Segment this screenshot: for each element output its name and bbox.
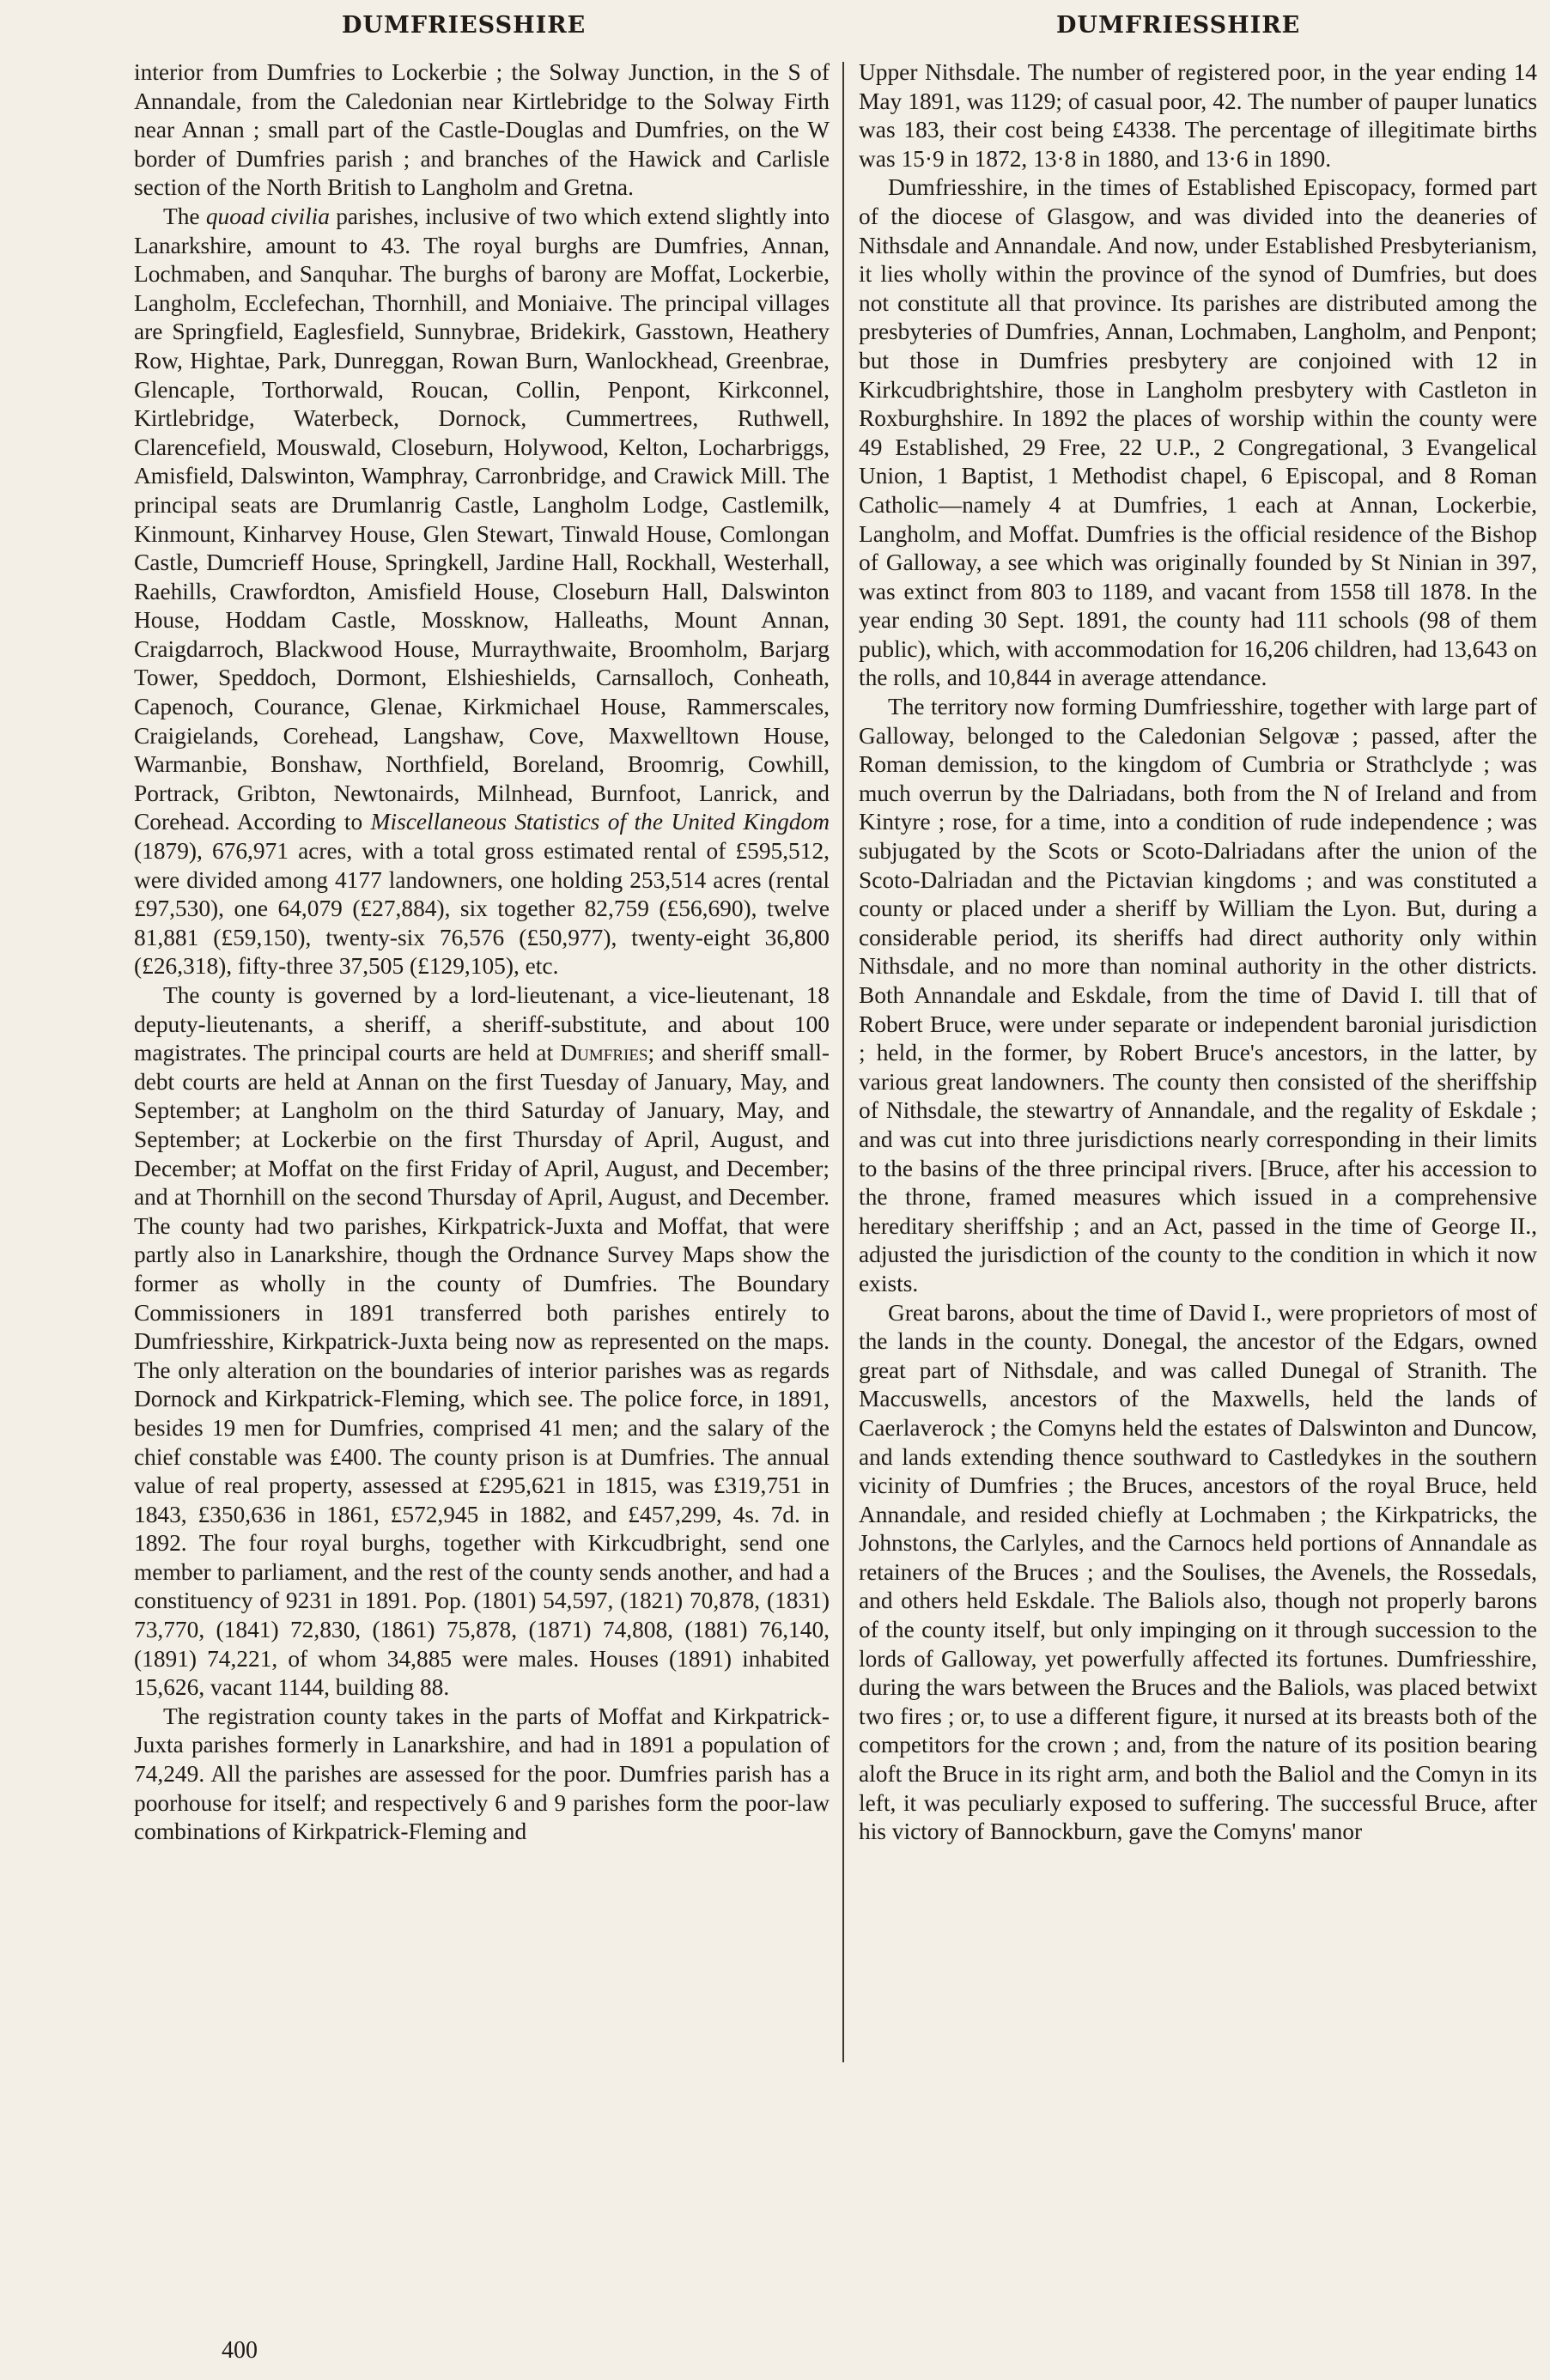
paragraph: Great barons, about the time of David I., were proprietors of most of the lands in the county. Donegal, the ancestor of the Edgars, owned great part of Nithsdale, and was called Dunegal of Stranith. The Maccuswells, ancestors of the Maxwells, held the lands of Caerlaverock ; the Comyns held the estates of Dalswinton and Duncow, and lands extending thence southward to Castledykes in the southern vicinity of Dumfries ; the Bruces, ancestors of the royal Bruce, held Annandale, and resided chiefly at Lochmaben ; the Kirkpatricks, the Johnstons, the Carlyles, and the Carnocs held portions of Annandale as retainers of the Bruces ; and the Soulises, the Avenels, the Rossedals, and others held Eskdale. The Baliols also, though not properly barons of the county itself, but only impinging on it through succession to the lords of Galloway, yet powerfully affected its fortunes. Dumfriesshire, during the wars between the Bruces and the Baliols, was placed betwixt two fires ; or, to use a different figure, it nursed at its breasts both of the competitors for the crown ; and, from the nature of its position bearing aloft the Bruce in its right arm, and both the Baliol and the Comyn in its left, it was peculiarly exposed to suffering. The successful Bruce, after his victory of Bannockburn, gave the Comyns' manor (859, 1299, 1537, 1845)
left-column (134, 58, 830, 1847)
italic-text: quoad civilia (205, 203, 330, 229)
right-column (859, 58, 1537, 1847)
paragraph: The territory now forming Dumfriesshire, together with large part of Galloway, belonged to the Caledonian Selgovæ ; passed, after the Roman demission, to the kingdom of Cumbria or Strathclyde ; was much overrun by the Dalriadans, both from the N of Ireland and from Kintyre ; rose, for a time, into a condition of rude independence ; was subjugated by the Scots or Scoto-Dalriadans after the union of the Scoto-Dalriadan and the Pictavian kingdoms ; and was constituted a county or placed under a sheriff by William the Lyon. But, during a considerable period, its sheriffs had direct authority only within Nithsdale, and no more than nominal authority in the other districts. Both Annandale and Eskdale, from the time of David I. till that of Robert Bruce, were under separate or independent baronial jurisdiction ; held, in the former, by Robert Bruce's ancestors, in the latter, by various great landowners. The county then consisted of the sheriffship of Nithsdale, the stewartry of Annandale, and the regality of Eskdale ; and was cut into three jurisdictions nearly corresponding in their limits to the basins of the three principal rivers. [Bruce, after his accession to the throne, framed measures which issued in a comprehensive hereditary sheriffship ; and an Act, passed in the time of George II., adjusted the jurisdiction of the county to the condition in which it now exists. (859, 694, 1537, 1296)
text-run: The county is governed by a lord-lieutenant, a vice-lieutenant, 18 deputy-lieutenants, a sheriff, a sheriff-substitute, and about 100 magistrates. The principal courts are held at (134, 982, 830, 1066)
text-run: (1879), 676,971 acres, with a total gross estimated rental of £595,512, were divided among 4177 landowners, one holding 253,514 acres (rental £97,530), one 64,079 (£27,884), six together 82,759 (£56,690), twelve 81,881 (£59,150), twenty-six 76,576 (£50,977), twenty-eight 36,800 (£26,318), fifty-three 37,505 (£129,105), etc. (134, 838, 830, 980)
italic-text: Miscellaneous Statistics of the United Kingdom (370, 809, 830, 835)
paragraph: Upper Nithsdale. The number of registered poor, in the year ending 14 May 1891, was 1129; of casual poor, 42. The number of pauper lunatics was 183, their cost being £4338. The percentage of illegitimate births was 15·9 in 1872, 13·8 in 1880, and 13·6 in 1890. (859, 59, 1537, 172)
running-head-right: DUMFRIESSHIRE (1056, 12, 1301, 39)
paragraph: interior from Dumfries to Lockerbie ; the Solway Junction, in the S of Annandale, from the Caledonian near Kirtlebridge to the Solway Firth near Annan ; small part of the Castle-Douglas and Dumfries, on the W border of Dumfries parish ; and branches of the Hawick and Carlisle section of the North British to Langholm and Gretna. (134, 59, 830, 201)
text-run: ; and sheriff small-debt courts are held at Annan on the first Tuesday of January, May, and September; at Langholm on the third Saturday of January, May, and September; at Lockerbie on the first Thursday of April, August, and December; at Moffat on the first Friday of April, August, and December; and at Thornhill on the second Thursday of April, August, and December. The county had two parishes, Kirkpatrick-Juxta and Moffat, that were partly also in Lanarkshire, though the Ordnance Survey Maps show the former as wholly in the county of Dumfries. The Boundary Commissioners in 1891 transferred both parishes entirely to Dumfriesshire, Kirkpatrick-Juxta being now as represented on the maps. The only alteration on the boundaries of interior parishes was as regards Dornock and Kirkpatrick-Fleming, which see. The police force, in 1891, besides 19 men for Dumfries, comprised 41 men; and the salary of the chief constable was £400. The county prison is at Dumfries. The annual value of real property, assessed at £295,621 in 1815, was £319,751 in 1843, £350,636 in 1861, £572,945 in 1882, and £457,299, 4s. 7d. in 1892. The four royal burghs, together with Kirkcudbright, send one member to parliament, and the rest of the county sends another, and had a constituency of 9231 in 1891. Pop. (1801) 54,597, (1821) 70,878, (1831) 73,770, (1841) 72,830, (1861) 75,878, (1871) 74,808, (1881) 76,140, (1891) 74,221, of whom 34,885 were males. Houses (1891) inhabited 15,626, vacant 1144, building 88. (134, 1040, 830, 1701)
text-run: parishes, inclusive of two which extend slightly into Lanarkshire, amount to 43. The royal burghs are Dumfries, Annan, Lochmaben, and Sanquhar. The burghs of barony are Moffat, Lockerbie, Langholm, Ecclefechan, Thornhill, and Moniaive. The principal villages are Springfield, Eaglesfield, Sunnybrae, Bridekirk, Gasstown, Heathery Row, Hightae, Park, Dunreggan, Rowan Burn, Wanlockhead, Greenbrae, Glencaple, Torthorwald, Roucan, Collin, Penpont, Kirkconnel, Kirtlebridge, Waterbeck, Dornock, Cummertrees, Ruthwell, Clarencefield, Mouswald, Closeburn, Holywood, Kelton, Locharbriggs, Amisfield, Dalswinton, Wamphray, Carronbridge, and Crawick Mill. The principal seats are Drumlanrig Castle, Langholm Lodge, Castlemilk, Kinmount, Kinharvey House, Glen Stewart, Tinwald House, Comlongan Castle, Dumcrieff House, Springkell, Jardine Hall, Rockhall, Westerhall, Raehills, Crawfordton, Amisfield House, Closeburn Hall, Dalswinton House, Hoddam Castle, Mossknow, Halleaths, Mount Annan, Craigdarroch, Blackwood House, Murraythwaite, Broomholm, Barjarg Tower, Speddoch, Dormont, Elshieshields, Carnsalloch, Conheath, Capenoch, Courance, Glenae, Kirkmichael House, Rammerscales, Craigielands, Corehead, Langshaw, Cove, Maxwelltown House, Warmanbie, Bonshaw, Northfield, Boreland, Broomrig, Cowhill, Portrack, Gribton, Newtonairds, Milnhead, Burnfoot, Lanrick, and Corehead. According to (134, 203, 830, 835)
paragraph: The registration county takes in the parts of Moffat and Kirkpatrick-Juxta parishes formerly in Lanarkshire, and had in 1891 a population of 74,249. All the parishes are assessed for the poor. Dumfries parish has a poorhouse for itself; and respectively 6 and 9 parishes form the poor-law combinations of Kirkpatrick-Fleming and (134, 1703, 830, 1845)
paragraph (134, 203, 830, 981)
paragraph: Dumfriesshire, in the times of Established Episcopacy, formed part of the diocese of Glasgow, and was divided into the deaneries of Nithsdale and Annandale. And now, under Established Presbyterianism, it lies wholly within the province of the synod of Dumfries, but does not constitute all that province. Its parishes are distributed among the presbyteries of Dumfries, Annan, Lochmaben, Langholm, and Penpont; but those in Dumfries presbytery are conjoined with 12 in Kirkcudbrightshire, those in Langholm presbytery with Castleton in Roxburghshire. In 1892 the places of worship within the county were 49 Established, 29 Free, 22 U.P., 2 Congregational, 3 Evangelical Union, 1 Baptist, 1 Methodist chapel, 6 Episcopal, and 8 Roman Catholic—namely 4 at Dumfries, 1 each at Annan, Lockerbie, Langholm, and Moffat. Dumfries is the official residence of the Bishop of Galloway, a see which was originally founded by St Ninian in 397, was extinct from 803 to 1189, and vacant from 1558 till 1878. In the year ending 30 Sept. 1891, the county had 111 schools (98 of them public), which, with accommodation for 16,206 children, had 13,643 on the rolls, and 10,844 in average attendance. (859, 174, 1537, 691)
page-number: 400 (222, 2337, 258, 2364)
text-run: The (163, 203, 206, 229)
running-head-left: DUMFRIESSHIRE (342, 12, 587, 39)
column-divider (842, 62, 844, 2062)
paragraph (134, 981, 830, 1703)
small-caps-text: Dumfries (560, 1040, 648, 1066)
